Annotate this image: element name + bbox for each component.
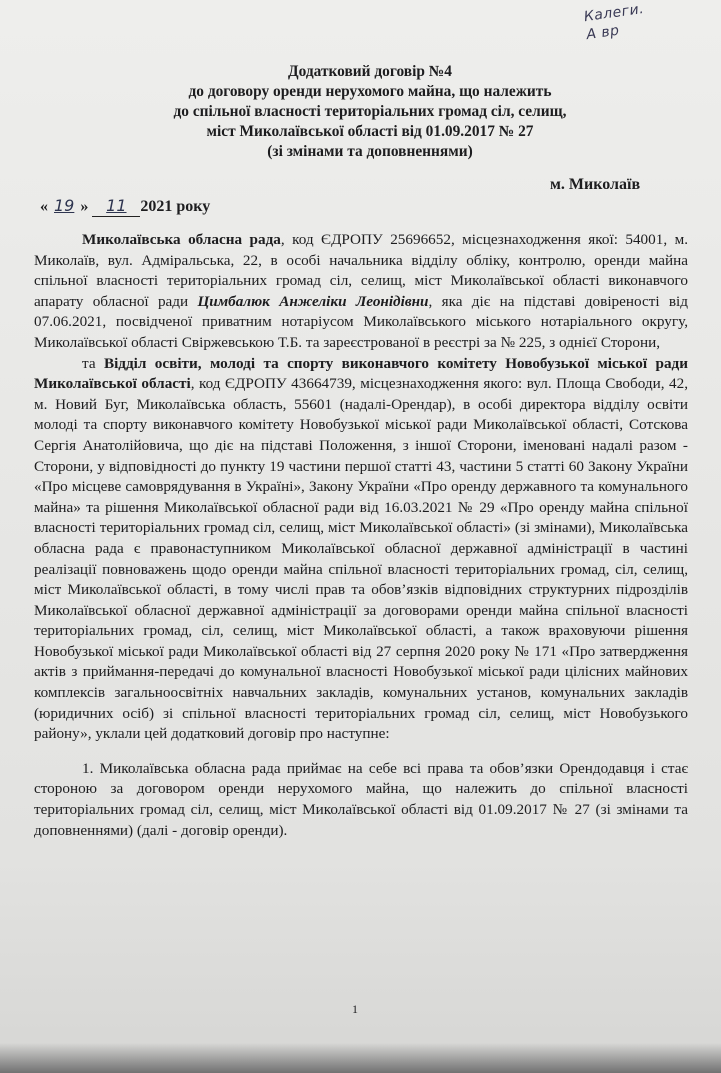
party1-name: Миколаївська обласна рада xyxy=(82,231,281,248)
party2-name: Відділ освіти, молоді та спорту виконавчого комітету Новобузької міської ради Миколаївської області xyxy=(34,354,688,393)
bottom-shadow xyxy=(0,1043,721,1073)
handwritten-note-line1: Калеги. xyxy=(582,0,646,26)
paragraph-parties-1 xyxy=(34,230,688,354)
city: м. Миколаїв xyxy=(550,176,641,193)
contract-body xyxy=(34,230,688,841)
date-month-field xyxy=(92,196,140,217)
party2-lead: та xyxy=(82,354,104,372)
handwritten-note xyxy=(583,0,648,44)
date-open-quote: « xyxy=(40,198,48,215)
date-month: 11 xyxy=(106,196,127,215)
title-line2: до договору оренди нерухомого майна, що належить xyxy=(188,83,552,100)
contract-date xyxy=(40,196,210,217)
party1-details: , код ЄДРОПУ 25696652, місцезнаходження якої: 54001, м. Миколаїв, вул. Адміральська, 22, в особі начальника відділу обліку, контролю, оренди майна спільної власності територіальних громад сіл, селищ, міст Миколаївської області виконавчого апарату обласної ради xyxy=(34,231,688,310)
date-close-quote: » xyxy=(80,198,89,215)
document-title xyxy=(150,62,590,162)
party2-details: , код ЄДРОПУ 43664739, місцезнаходження якого: вул. Площа Свободи, 42, м. Новий Буг, Миколаївська область, 55601 (надалі-Орендар), в особі директора відділу освіти молоді та спорту виконавчого комітету Новобузької міської ради Миколаївської області, Сотскова Сергія Анатолійовича, що діє на підставі Положення, з іншої Сторони, іменовані надалі разом - Сторони, у відповідності до пункту 19 частини першої статті 43, частини 5 статті 60 Закону України «Про місцеве самоврядування в Україні», Закону України «Про оренду державного та комунального майна» та рішення Миколаївської обласної ради від 16.03.2021 № 29 «Про оренду майна спільної власності територіальних громад сіл, селищ, міст Миколаївської області» (зі змінами), Миколаївська обласна рада є правонаступником Миколаївської обласної державної адміністрації в частині реалізації повноважень щодо оренди майна спільної власності територіальних громад, сіл, селищ, міст Миколаївської області, в тому числі прав та обов’язків відповідних структурних підрозділів Миколаївської обласної державної адміністрації за договорами оренди майна спільної власності територіальних громад, сіл, селищ, міст Миколаївської області, а також враховуючи рішення Новобузької міської ради Миколаївської області від 27 серпня 2020 року № 171 «Про затвердження актів з приймання-передачі до комунальної власності Новобузької міської ради цілісних майнових комплексів загальноосвітніх навчальних закладів, комунальних установ, комунальних закладів (юридичних осіб) зі спільної власності територіальних громад сіл, селищ, міст Новобузького району», уклали цей додатковий договір про наступне: xyxy=(34,375,688,743)
handwritten-note-line2: А вр xyxy=(585,22,621,44)
date-day: 19 xyxy=(54,196,75,215)
page-number: 1 xyxy=(352,1002,358,1016)
party1-authority: , яка діє на підставі довіреності від 07.06.2021, посвідченої приватним нотаріусом Миколаївського міського нотаріального округу, Миколаївської області Свіржевською Т.Б. та зареєстрованої в реєстрі за № 225, з однієї Сторони, xyxy=(34,292,689,351)
title-line3: до спільної власності територіальних громад сіл, селищ, xyxy=(173,103,567,120)
title-line4: міст Миколаївської області від 01.09.2017 № 27 xyxy=(206,123,534,140)
party1-representative: Цимбалюк Анжеліки Леонідівни xyxy=(197,292,429,310)
date-year: 2021 року xyxy=(140,198,211,215)
title-line5: (зі змінами та доповненнями) xyxy=(267,143,473,160)
paragraph-parties-2 xyxy=(34,354,688,745)
clause-1: 1. Миколаївська обласна рада приймає на себе всі права та обов’язки Орендодавця і стає стороною за договором оренди нерухомого майна, що належить до спільної власності територіальних громад сіл, селищ, міст Миколаївської області від 01.09.2017 № 27 (зі змінами та доповненнями) (далі - договір оренди). xyxy=(34,759,688,839)
title-line1: Додатковий договір №4 xyxy=(288,63,452,80)
